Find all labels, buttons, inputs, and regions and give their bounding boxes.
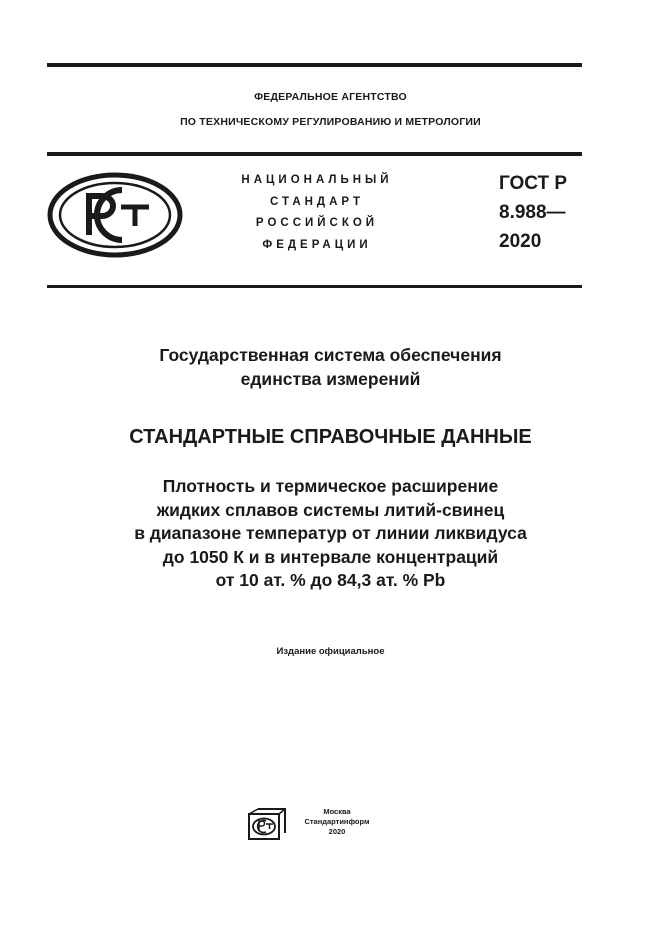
document-title xyxy=(0,475,661,593)
publisher-imprint xyxy=(292,807,382,837)
designation-line: 2020 xyxy=(499,231,542,252)
document-title-line: в диапазоне температур от линии ликвидуса xyxy=(134,523,527,544)
category-title: СТАНДАРТНЫЕ СПРАВОЧНЫЕ ДАННЫЕ xyxy=(129,426,532,448)
publisher-year: 2020 xyxy=(328,827,346,836)
national-standard-line: РОССИЙСКОЙ xyxy=(255,217,379,229)
edition-label: Издание официальное xyxy=(276,646,385,657)
national-standard-line: ФЕДЕРАЦИИ xyxy=(262,238,372,251)
system-title-line: Государственная система обеспечения xyxy=(159,345,502,365)
system-title-line: единства измерений xyxy=(240,369,421,389)
designation-line: 8.988— xyxy=(499,202,566,223)
document-title-line: Плотность и термическое расширение xyxy=(162,476,499,496)
national-standard-label xyxy=(222,170,412,256)
top-rule xyxy=(47,63,582,67)
document-title-line: от 10 ат. % до 84,3 ат. % Pb xyxy=(215,570,446,591)
standartinform-logo-icon xyxy=(248,806,286,840)
national-standard-line: НАЦИОНАЛЬНЫЙ xyxy=(241,174,393,186)
publisher-name: Стандартинформ xyxy=(304,817,370,826)
designation-line: ГОСТ Р xyxy=(499,173,568,194)
system-title xyxy=(0,343,661,391)
document-title-line: до 1050 К и в интервале концентраций xyxy=(162,546,499,567)
document-title-line: жидких сплавов системы литий-свинец xyxy=(156,499,505,520)
header-rule xyxy=(47,152,582,156)
rst-certification-mark-icon xyxy=(47,172,183,258)
agency-name-line2: ПО ТЕХНИЧЕСКОМУ РЕГУЛИРОВАНИЮ И МЕТРОЛОГИИ xyxy=(180,116,481,128)
agency-name-line1: ФЕДЕРАЛЬНОЕ АГЕНТСТВО xyxy=(254,91,407,103)
designation-rule xyxy=(47,285,582,288)
publisher-city: Москва xyxy=(323,807,351,816)
standard-designation xyxy=(499,169,567,256)
national-standard-line: СТАНДАРТ xyxy=(270,195,364,208)
